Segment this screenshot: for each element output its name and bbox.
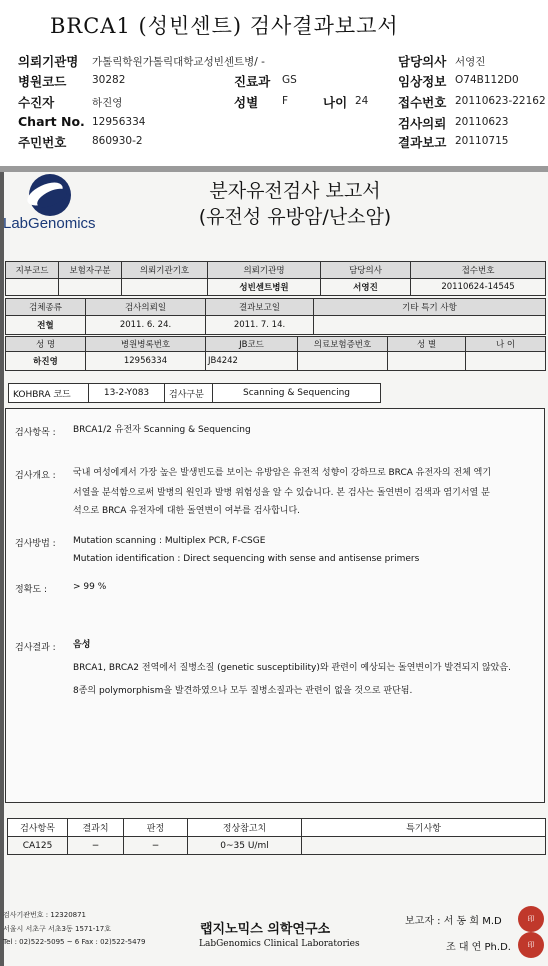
report-title-line1: 분자유전검사 보고서 [209,180,381,202]
method-line-1: Mutation scanning : Multiplex PCR, F-CSGE [73,536,266,546]
td-report-date: 2011. 7. 14. [206,316,314,335]
table-row [8,837,546,855]
td-sex [388,352,466,371]
th-remarks: 기타 특기 사항 [314,299,546,316]
table-row [6,299,546,316]
value-requesting-institution: 가톨릭학원가톨릭대학교성빈센트병/ - [92,56,265,68]
label-resident-no: 주민번호 [18,135,67,150]
value-department: GS [282,74,297,86]
td-test-item: CA125 [8,837,68,855]
label-physician: 담당의사 [398,54,447,69]
value-chart-no: 12956334 [92,116,146,128]
label-department: 진료과 [234,74,271,89]
label-test-request: 검사의뢰 [398,116,447,131]
overview-line-2: 서열을 분석함으로써 발병의 원인과 발병 위험성을 알 수 있습니다. 본 검사는 돌연변이 검색과 염기서열 분 [73,488,490,498]
result-label: 검사결과 : [15,643,56,653]
td-institution-name: 성빈센트병원 [208,279,321,296]
value-receipt-no: 20110623-22162 [455,95,546,107]
document-title: BRCA1 (성빈센트) 검사결과보고서 [50,14,399,38]
th-hospital-record-no: 병원병록번호 [86,337,206,352]
td-name: 하진영 [6,352,86,371]
value-test-request: 20110623 [455,116,509,128]
table-row [6,262,546,279]
th-request-date: 검사의뢰일 [86,299,206,316]
th-insurer-type: 보험자구분 [59,262,122,279]
th-specimen-type: 검체종류 [6,299,86,316]
table-row [6,316,546,335]
td-insurer-type [59,279,122,296]
th-institution-code: 의뢰기관기호 [122,262,208,279]
th-sex: 성 별 [388,337,466,352]
th-physician: 담당의사 [321,262,411,279]
value-resident-no: 860930-2 [92,135,143,147]
table-row [6,337,546,352]
report-header [0,0,548,166]
method-line-2: Mutation identification : Direct sequencing with sense and antisense primers [73,554,420,564]
th-branch-code: 지부코드 [6,262,59,279]
th-insurance-no: 의료보험증번호 [298,337,388,352]
test-type-value: Scanning & Sequencing [213,384,381,403]
label-result-report: 결과보고 [398,135,447,150]
td-jb-code: JB4242 [206,352,298,371]
td-insurance-no [298,352,388,371]
kohbra-code: 13-2-Y083 [89,384,165,403]
td-physician: 서영진 [321,279,411,296]
td-remarks [314,316,546,335]
label-requesting-institution: 의뢰기관명 [18,54,79,69]
td-receipt-no: 20110624-14545 [411,279,546,296]
table-row [9,384,381,403]
th-result-value: 결과치 [68,819,124,837]
overview-line-3: 석으로 BRCA 유전자에 대한 돌연변이 여부를 검사합니다. [73,506,301,516]
label-sex: 성별 [234,95,259,110]
label-hospital-code: 병원코드 [18,74,67,89]
th-age: 나 이 [466,337,546,352]
td-hospital-record-no: 12956334 [86,352,206,371]
org-name-korean: 랩지노믹스 의학연구소 [200,922,331,937]
th-judgement: 판정 [124,819,188,837]
label-chart-no: Chart No. [18,114,85,129]
value-physician: 서영진 [455,56,486,68]
footer-phone: Tel : 02)522-5095 ~ 6 Fax : 02)522-5479 [3,938,146,946]
td-request-date: 2011. 6. 24. [86,316,206,335]
logo-text: LabGenomics [3,215,96,232]
th-report-date: 결과보고일 [206,299,314,316]
th-reference-range: 정상참고치 [188,819,302,837]
td-branch-code [6,279,59,296]
th-jb-code: JB코드 [206,337,298,352]
label-patient: 수진자 [18,95,55,110]
footer-address: 서울시 서초구 서초3동 1571-17호 [3,925,111,933]
reporter-1: 보고자 : 서 동 희 M.D [405,916,502,927]
value-clinical-info: O74B112D0 [455,74,519,86]
paper-edge [0,172,4,966]
label-clinical-info: 임상정보 [398,74,447,89]
test-type-label: 검사구분 [165,384,213,403]
accuracy-value: > 99 % [73,582,107,592]
method-label: 검사방법 : [15,539,56,549]
result-line-1: BRCA1, BRCA2 전역에서 질병소질 (genetic susceptibility)와 관련이 예상되는 돌연변이가 발견되지 않았음. [73,663,511,673]
reporter-2: 조 대 연 Ph.D. [446,942,511,953]
labgenomics-logo-icon [25,172,75,218]
value-result-report: 20110715 [455,135,509,147]
th-institution-name: 의뢰기관명 [208,262,321,279]
td-judgement: − [124,837,188,855]
footer-license: 검사기관번호 : 12320871 [3,911,87,919]
test-result-table [7,818,546,855]
org-name-english: LabGenomics Clinical Laboratories [199,939,360,949]
test-item-label: 검사항목 : [15,428,56,438]
td-notes [302,837,546,855]
result-value: 음성 [73,640,91,650]
result-line-2: 8종의 polymorphism을 발견하였으나 모두 질병소질과는 관련이 없을 것으로 판단됨. [73,686,413,696]
th-notes: 특기사항 [302,819,546,837]
th-test-item: 검사항목 [8,819,68,837]
report-title-line2: (유전성 유방암/난소암) [198,206,392,228]
test-item-value: BRCA1/2 유전자 Scanning & Sequencing [73,425,251,435]
overview-line-1: 국내 여성에게서 가장 높은 발생빈도를 보이는 유방암은 유전적 성향이 강하므로 BRCA 유전자의 전체 엑기 [73,468,492,478]
value-sex: F [282,95,289,107]
table-row [8,819,546,837]
table-row [6,352,546,371]
patient-info-table [5,261,546,296]
value-age: 24 [355,95,369,107]
td-reference-range: 0~35 U/ml [188,837,302,855]
accuracy-label: 정확도 : [15,585,47,595]
specimen-table [5,298,546,335]
kohbra-label: KOHBRA 코드 [9,384,89,403]
table-row [6,279,546,296]
td-result-value: − [68,837,124,855]
td-age [466,352,546,371]
value-patient: 하진영 [92,97,123,109]
th-name: 성 명 [6,337,86,352]
seal-stamp-icon: 印 [518,932,544,958]
overview-label: 검사개요 : [15,471,56,481]
value-hospital-code: 30282 [92,74,126,86]
td-institution-code [122,279,208,296]
label-age: 나이 [323,95,348,110]
label-receipt-no: 접수번호 [398,95,447,110]
seal-stamp-icon: 印 [518,906,544,932]
td-specimen-type: 전혈 [6,316,86,335]
report-title [130,178,460,230]
result-section [5,408,545,803]
th-receipt-no: 접수번호 [411,262,546,279]
patient-id-table [5,336,546,371]
kohbra-code-table [8,383,381,403]
